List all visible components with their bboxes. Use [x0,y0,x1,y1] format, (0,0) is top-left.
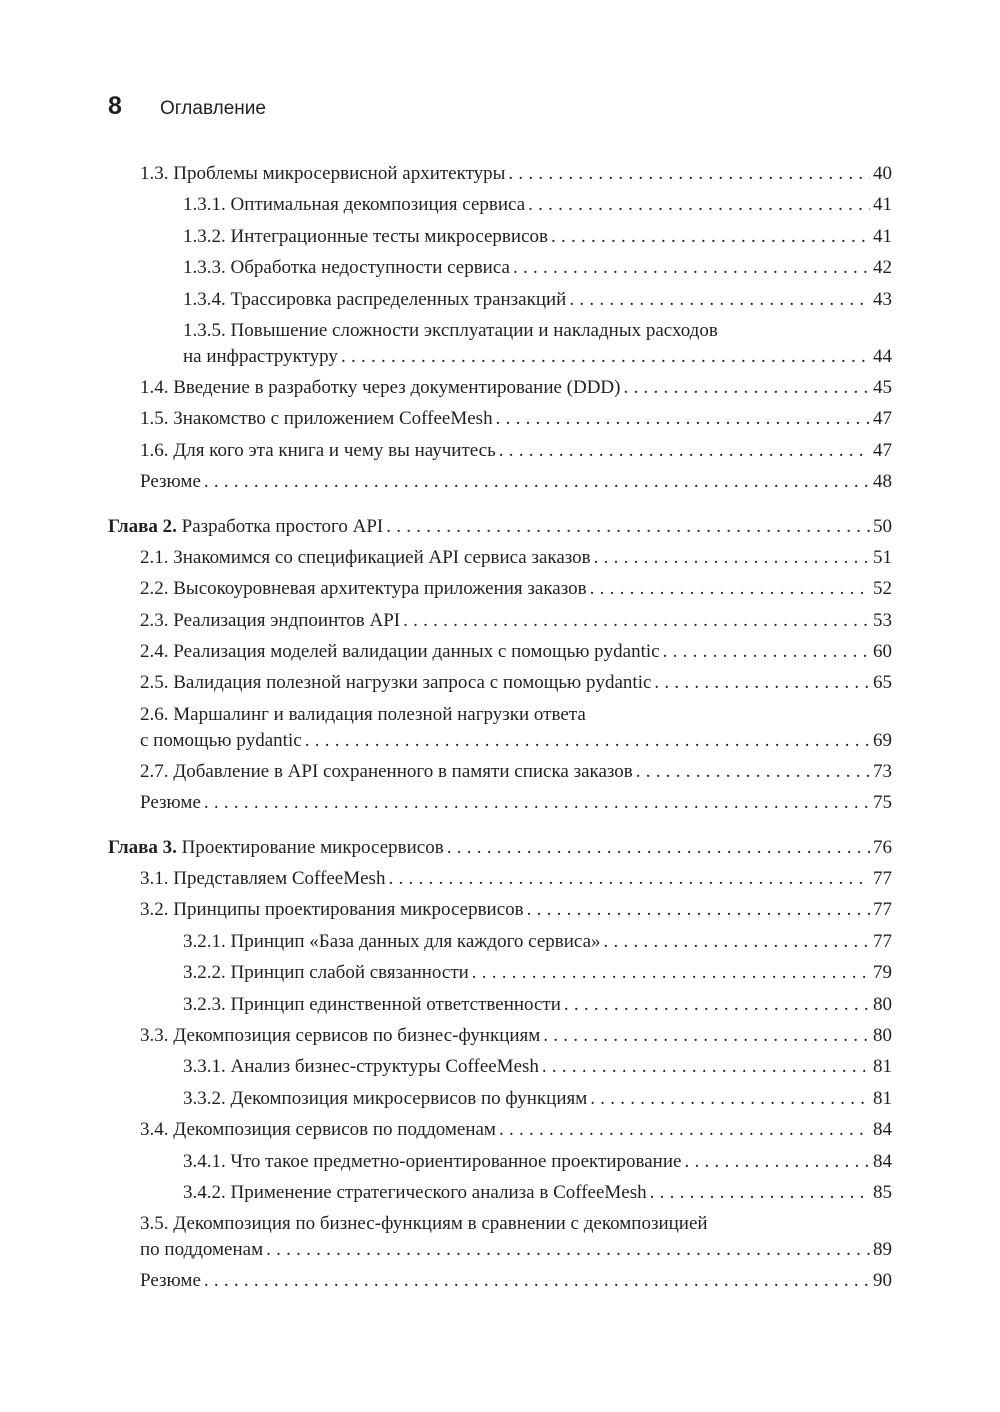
entry-text: 3.3.1. Анализ бизнес-структуры CoffeeMesh [183,1056,539,1078]
toc-chapter-entry[interactable] [108,511,892,542]
entry-text: Резюме [140,471,201,493]
entry-page-number: 52 [873,578,892,600]
dot-leader [590,573,870,604]
entry-text: 1.3.5. Повышение сложности эксплуатации и накладных расходов [183,319,718,341]
entry-title [140,787,201,818]
entry-title [140,667,651,698]
dot-leader [623,372,870,403]
entry-page-number: 65 [873,672,892,694]
dot-leader [341,344,870,370]
toc-entry[interactable] [108,667,892,698]
entry-text: 3.4. Декомпозиция сервисов по поддоменам [140,1119,496,1141]
toc-entry[interactable] [108,894,892,925]
entry-title [140,863,385,894]
dot-leader [496,403,870,434]
entry-text: 1.3. Проблемы микросервисной архитектуры [140,163,506,184]
toc-entry[interactable] [108,926,892,957]
entry-page-number: 45 [873,376,892,398]
entry-title [140,435,496,466]
toc-entry[interactable] [108,372,892,403]
page-header [108,92,266,121]
entry-page-number: 81 [873,1087,892,1109]
running-title: Оглавление [160,98,266,119]
dot-leader [542,1051,870,1082]
entry-title [183,221,548,252]
entry-title [183,252,510,283]
entry-title [183,1177,647,1208]
entry-page-number: 77 [873,930,892,952]
entry-page-number: 42 [873,257,892,279]
entry-page-number: 40 [873,163,892,184]
toc-entry[interactable] [108,1114,892,1145]
toc-entry[interactable] [108,284,892,315]
entry-text: 1.4. Введение в разработку через документирование (DDD) [140,376,621,398]
entry-page-number: 51 [873,546,892,568]
entry-page-number: 75 [873,792,892,814]
entry-text: 2.5. Валидация полезной нагрузки запроса с помощью pydantic [140,672,652,694]
entry-title [183,1051,539,1082]
entry-title [108,832,444,863]
toc-entry[interactable] [108,756,892,787]
toc-chapter-entry[interactable] [108,832,892,863]
toc-entry[interactable] [108,542,892,573]
dot-leader [684,1146,870,1177]
toc-entry[interactable] [108,1083,892,1114]
dot-leader [204,466,870,497]
toc-entry[interactable] [108,573,892,604]
entry-page-number: 77 [873,868,892,890]
entry-text: 1.3.4. Трассировка распределенных транзакций [183,288,567,310]
entry-page-number: 80 [873,1024,892,1046]
toc-entry[interactable] [108,158,892,189]
toc-entry[interactable] [108,1265,892,1296]
entry-title [140,403,493,434]
entry-title [140,894,524,925]
entry-text: 1.3.1. Оптимальная декомпозиция сервиса [183,194,526,216]
toc-entry[interactable] [108,863,892,894]
toc-entry[interactable] [108,1177,892,1208]
entry-page-number: 80 [873,993,892,1015]
entry-title [183,1146,681,1177]
entry-page-number: 41 [873,194,892,216]
entry-text: 3.2.1. Принцип «База данных для каждого сервиса» [183,930,601,952]
chapter-label: Глава 2. [108,515,177,537]
entry-title [183,1083,587,1114]
entry-text: 2.6. Маршалинг и валидация полезной нагрузки ответа [140,703,586,725]
entry-text: 2.4. Реализация моделей валидации данных с помощью pydantic [140,641,660,663]
entry-title [140,372,620,403]
toc-entry[interactable] [108,403,892,434]
entry-page-number: 53 [873,609,892,631]
dot-leader [204,787,870,818]
chapter-label: Глава 3. [108,836,177,858]
entry-text: Разработка простого API [181,515,384,537]
dot-leader [266,1237,870,1263]
dot-leader [513,252,870,283]
entry-title [140,573,587,604]
entry-page-number: 84 [873,1150,892,1172]
dot-leader [472,957,870,988]
entry-page-number: 76 [873,836,892,858]
toc-entry[interactable] [108,702,892,754]
entry-text-continued: на инфраструктуру [183,345,338,367]
toc-entry[interactable] [108,636,892,667]
toc-entry[interactable] [108,1211,892,1263]
dot-leader [305,728,870,754]
entry-text: 1.6. Для кого эта книга и чему вы научитесь [140,439,496,461]
dot-leader [388,863,870,894]
entry-title [183,284,566,315]
dot-leader [508,158,870,189]
dot-leader [650,1177,870,1208]
entry-page-number: 73 [873,760,892,782]
entry-title [183,189,525,220]
dot-leader [204,1265,870,1296]
entry-text: 1.3.3. Обработка недоступности сервиса [183,257,510,279]
entry-text: 3.2.3. Принцип единственной ответственности [183,993,561,1015]
entry-page-number: 43 [873,288,892,310]
toc-entry[interactable] [108,787,892,818]
dot-leader [551,221,870,252]
dot-leader [604,926,870,957]
toc-entry[interactable] [108,221,892,252]
entry-text: Резюме [140,1270,201,1292]
dot-leader [499,1114,870,1145]
dot-leader [564,989,870,1020]
toc-entry[interactable] [108,466,892,497]
entry-text: 2.3. Реализация эндпоинтов API [140,609,401,631]
entry-text: 2.7. Добавление в API сохраненного в памяти списка заказов [140,760,633,782]
toc-entry[interactable] [108,189,892,220]
dot-leader [447,832,870,863]
entry-title [183,989,561,1020]
toc-entry[interactable] [108,989,892,1020]
entry-page-number: 41 [873,225,892,247]
entry-page-number: 60 [873,641,892,663]
entry-text: 1.5. Знакомство с приложением CoffeeMesh [140,408,493,430]
entry-page-number: 47 [873,439,892,461]
entry-title [140,636,660,667]
entry-text: 3.3. Декомпозиция сервисов по бизнес-функциям [140,1024,541,1046]
entry-page-number: 50 [873,515,892,537]
page-number: 8 [108,92,122,120]
toc-entry[interactable] [108,1051,892,1082]
toc-entry[interactable] [108,252,892,283]
entry-text: 3.2. Принципы проектирования микросервисов [140,899,524,921]
entry-page-number: 90 [873,1270,892,1292]
entry-title [140,542,591,573]
entry-title [140,1265,201,1296]
dot-leader [569,284,870,315]
entry-title [140,158,505,189]
dot-leader [528,189,870,220]
entry-title [108,511,383,542]
dot-leader [499,435,870,466]
entry-title [140,702,586,728]
entry-title [140,466,201,497]
entry-title [140,1020,540,1051]
entry-page-number: 47 [873,408,892,430]
entry-text: 3.2.2. Принцип слабой связанности [183,962,469,984]
dot-leader [543,1020,870,1051]
entry-title [140,756,633,787]
toc-entry[interactable] [108,957,892,988]
entry-text: 2.2. Высокоуровневая архитектура приложения заказов [140,578,587,600]
entry-text: 3.3.2. Декомпозиция микросервисов по функциям [183,1087,588,1109]
dot-leader [594,542,870,573]
toc-entry[interactable] [108,1020,892,1051]
entry-page-number: 84 [873,1119,892,1141]
dot-leader [403,605,870,636]
entry-text: Резюме [140,792,201,814]
entry-text: 2.1. Знакомимся со спецификацией API сервиса заказов [140,546,591,568]
entry-page-number: 77 [873,899,892,921]
entry-text: 3.1. Представляем CoffeeMesh [140,868,386,890]
entry-page-number: 79 [873,962,892,984]
entry-text: 1.3.2. Интеграционные тесты микросервисов [183,225,548,247]
entry-page-number: 48 [873,471,892,493]
dot-leader [386,511,870,542]
dot-leader [663,636,870,667]
dot-leader [636,756,870,787]
entry-page-number: 85 [873,1181,892,1203]
entry-text: 3.4.1. Что такое предметно-ориентированное проектирование [183,1150,682,1172]
entry-page-number: 69 [873,729,892,751]
entry-page-number: 89 [873,1239,892,1261]
entry-title [140,605,400,636]
dot-leader [590,1083,870,1114]
toc-entry[interactable] [108,1146,892,1177]
entry-text: 3.5. Декомпозиция по бизнес-функциям в сравнении с декомпозицией [140,1213,708,1235]
dot-leader [654,667,870,698]
entry-text-continued: с помощью pydantic [140,729,302,751]
entry-title [183,926,601,957]
entry-title [140,1114,496,1145]
entry-text-continued: по поддоменам [140,1239,264,1261]
toc-entry[interactable] [108,318,892,370]
entry-page-number: 44 [873,345,892,367]
entry-text: Проектирование микросервисов [181,836,444,858]
toc-entry[interactable] [108,605,892,636]
table-of-contents [108,158,892,1297]
entry-text: 3.4.2. Применение стратегического анализа в CoffeeMesh [183,1181,647,1203]
entry-title [183,318,718,344]
entry-title [183,957,469,988]
entry-title [140,1211,708,1237]
toc-entry[interactable] [108,435,892,466]
dot-leader [527,894,870,925]
entry-page-number: 81 [873,1056,892,1078]
